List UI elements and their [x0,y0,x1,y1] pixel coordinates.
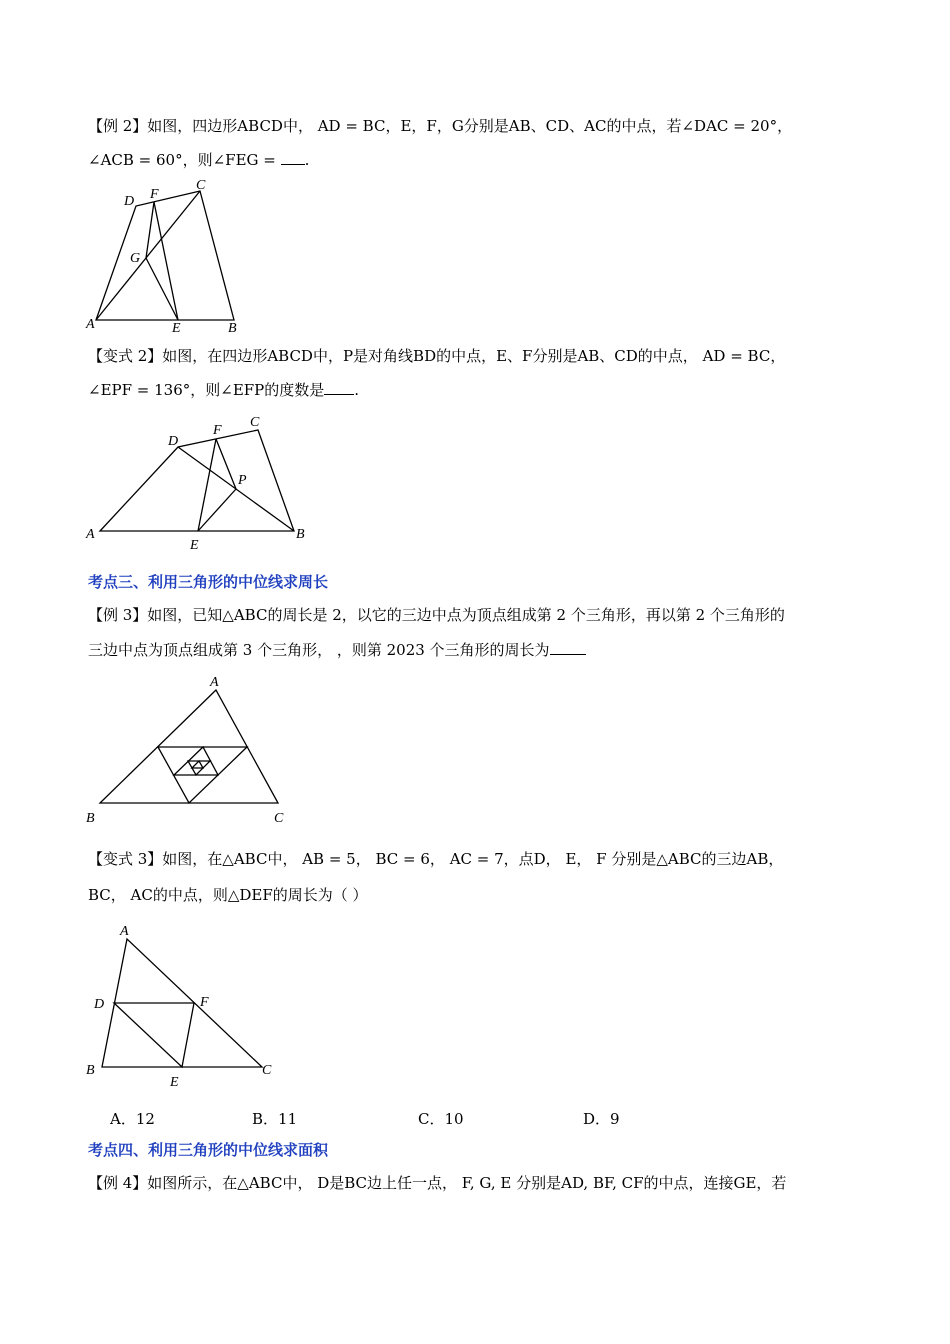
ex2-question: ∠ACB = 60°，则∠FEG = [88,151,281,169]
ex3-label-a: A [210,675,219,690]
option-d[interactable]: D．9 [583,1110,620,1128]
var2-period: . [354,381,360,399]
option-c[interactable]: C．10 [418,1110,464,1128]
var2-label-b: B [296,527,305,542]
ex2-label-c: C [196,178,206,193]
var3-text-line2: BC， AC的中点，则△DEF的周长为（ ） [88,886,368,904]
var3-label-f: F [200,995,209,1010]
option-b[interactable]: B．11 [252,1110,298,1128]
var3-text-line1: 【变式 3】如图，在△ABC中， AB = 5， BC = 6， AC = 7，点D， E， F 分别是△ABC的三边AB， [88,850,784,868]
var3-triangle-def [114,1003,194,1067]
ex2-label-f: F [150,187,159,202]
var2-label-a: A [86,527,95,542]
var2-label-f: F [213,423,222,438]
var2-label-e: E [190,538,199,553]
var3-label-c: C [262,1063,272,1078]
option-a[interactable]: A．12 [110,1110,155,1128]
ex2-label-b: B [228,321,237,336]
var3-label-e: E [170,1075,179,1090]
var2-text-line1: 【变式 2】如图，在四边形ABCD中，P是对角线BD的中点，E、F分别是AB、CD的中点， AD = BC， [88,347,786,365]
ex3-label-b: B [86,811,95,826]
section-heading-3: 考点三、利用三角形的中位线求周长 [88,573,329,591]
ex4-text-line1: 【例 4】如图所示，在△ABC中， D是BC边上任一点， F, G, E 分别是AD, BF, CF的中点，连接GE，若 [88,1174,787,1192]
section-heading-4: 考点四、利用三角形的中位线求面积 [88,1141,329,1159]
var2-label-p: P [238,473,247,488]
ex2-label-a: A [86,317,95,332]
var2-question: ∠EPF = 136°，则∠EFP的度数是 [88,381,325,399]
ex2-label-e: E [172,321,181,336]
ex2-label-d: D [124,194,135,209]
var2-label-d: D [168,434,179,449]
var3-label-d: D [94,997,105,1012]
ex3-question: 三边中点为顶点组成第 3 个三角形， ，则第 2023 个三角形的周长为 [88,641,550,659]
ex2-label-g: G [130,251,141,266]
ex2-period: . [304,151,310,169]
var3-label-a: A [120,924,129,939]
var3-label-b: B [86,1063,95,1078]
ex2-text-line1: 【例 2】如图，四边形ABCD中， AD = BC，E，F，G分别是AB、CD、AC的中点，若∠DAC = 20°， [88,117,793,135]
ex3-text-line1: 【例 3】如图，已知△ABC的周长是 2，以它的三边中点为顶点组成第 2 个三角形，再以第 2 个三角形的 [88,606,785,624]
var2-label-c: C [250,415,260,430]
ex3-label-c: C [274,811,284,826]
